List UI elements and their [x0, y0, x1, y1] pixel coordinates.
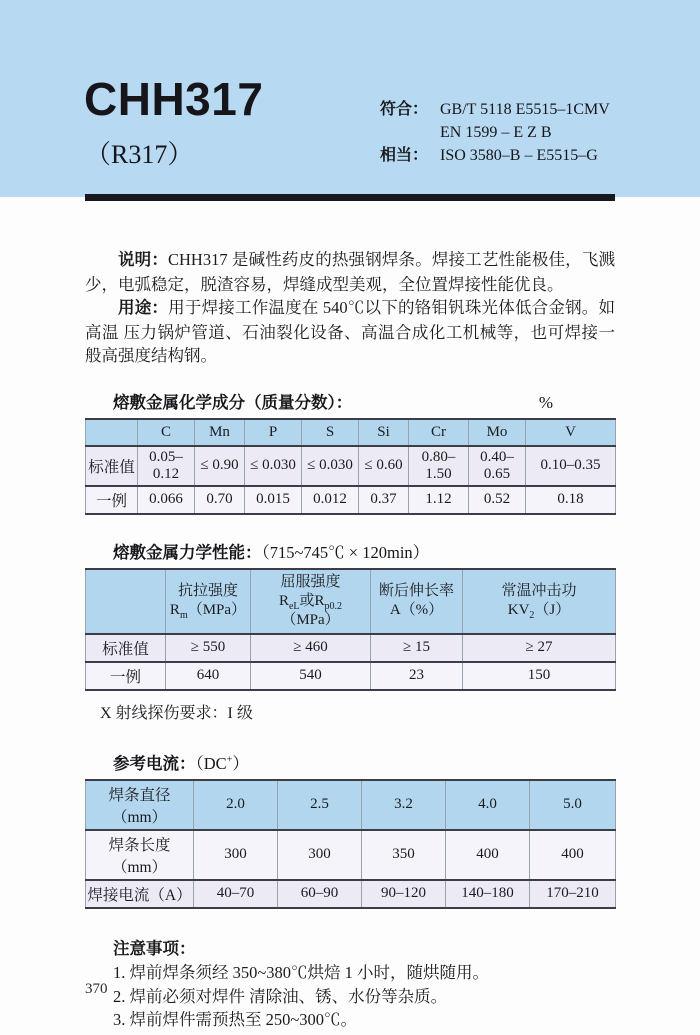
- table-cell: 0.18: [526, 486, 616, 514]
- compliance-label: 符合：: [380, 101, 429, 118]
- note-item: 2. 焊前必须对焊件 清除油、锈、水份等杂质。: [113, 986, 448, 1006]
- product-alias: （R317）: [85, 140, 194, 169]
- composition-table: [85, 418, 616, 515]
- usage-label: 用途：: [118, 299, 169, 317]
- composition-header-mn: Mn: [195, 419, 245, 446]
- table-cell: 0.80–1.50: [409, 446, 469, 486]
- table-cell: 640: [166, 662, 251, 690]
- symbol-pre: KV: [507, 602, 530, 618]
- row-label: 标准值: [86, 634, 166, 662]
- mechanical-condition: （715~745℃ × 120min）: [261, 542, 430, 562]
- table-cell: ≥ 460: [251, 634, 371, 662]
- standards-block: [380, 98, 610, 167]
- note-item: 1. 焊前焊条须经 350~380℃烘焙 1 小时，随烘随用。: [113, 963, 490, 982]
- table-cell: ≤ 0.030: [245, 446, 302, 486]
- equivalent-value: ISO 3580–B – E5515–G: [440, 147, 598, 164]
- column-name: 抗拉强度: [177, 583, 238, 599]
- row-label: 标准值: [86, 446, 138, 486]
- mechanical-header-yield: [251, 569, 371, 634]
- symbol-sub: eL: [288, 600, 300, 612]
- compliance-value-2: EN 1599 – E Z B: [440, 124, 552, 141]
- condition-pre: （DC: [195, 753, 227, 773]
- table-cell: 350: [362, 830, 446, 880]
- note-item: 3. 焊前焊件需预热至 250~300℃。: [113, 1010, 358, 1029]
- table-cell: 60–90: [278, 880, 362, 908]
- symbol-sub: m: [179, 610, 188, 621]
- composition-section-title: [85, 389, 615, 413]
- composition-example-row: [86, 486, 616, 514]
- description-paragraph: [85, 248, 615, 296]
- compliance-value-1: GB/T 5118 E5515–1CMV: [440, 101, 610, 118]
- table-cell: 0.37: [359, 486, 409, 514]
- composition-header-s: S: [302, 419, 359, 446]
- current-condition: [196, 754, 249, 773]
- product-model: CHH317: [84, 73, 264, 125]
- symbol-post: （MPa）: [187, 602, 247, 618]
- composition-header-c: C: [138, 419, 195, 446]
- table-cell: 0.05–0.12: [138, 446, 195, 486]
- table-cell: 0.012: [302, 486, 359, 514]
- table-cell: 0.52: [469, 486, 526, 514]
- table-cell: ≥ 27: [463, 634, 616, 662]
- table-cell: 0.066: [138, 486, 195, 514]
- mechanical-header-row: [86, 569, 616, 634]
- composition-title-text: 熔敷金属化学成分（质量分数）：: [113, 393, 353, 412]
- condition-post: ）: [232, 753, 249, 773]
- symbol-mid: 或R: [299, 592, 325, 609]
- table-cell: 0.70: [195, 486, 245, 514]
- composition-header-mo: Mo: [469, 419, 526, 446]
- usage-text: 用于焊接工作温度在 540℃以下的铬钼钒珠光体低合金钢。如高温 压力锅炉管道、石油裂化设备、高温合成化工机械等，也可焊接一般高强度结构钢。: [85, 298, 616, 365]
- symbol-sub: 2: [529, 610, 535, 621]
- table-cell: 1.12: [409, 486, 469, 514]
- current-section-title: [85, 750, 615, 774]
- header-divider-bar: [85, 194, 615, 201]
- table-cell: 3.2: [362, 780, 446, 830]
- table-cell: ≥ 15: [371, 634, 463, 662]
- table-cell: 540: [251, 662, 371, 690]
- usage-paragraph: [85, 296, 615, 368]
- table-cell: 140–180: [446, 880, 530, 908]
- table-cell: 0.10–0.35: [526, 446, 616, 486]
- column-name: 屈服强度: [280, 573, 341, 590]
- current-amperage-row: [86, 880, 616, 908]
- column-name: 断后伸长率: [378, 583, 454, 599]
- mechanical-section-title: [85, 539, 615, 563]
- notes-section: [85, 938, 615, 1032]
- equivalent-label: 相当：: [380, 147, 429, 164]
- table-cell: 4.0: [446, 780, 530, 830]
- mechanical-title-text: 熔敷金属力学性能：: [113, 543, 262, 562]
- row-label: 焊条直径（mm）: [86, 780, 194, 830]
- condition-sup: +: [226, 754, 233, 765]
- table-cell: ≤ 0.90: [195, 446, 245, 486]
- composition-header-si: Si: [359, 419, 409, 446]
- mechanical-header-elongation: [371, 569, 463, 634]
- row-label: 焊条长度（mm）: [86, 830, 194, 880]
- composition-header-row: [86, 419, 616, 446]
- current-diameter-row: [86, 780, 616, 830]
- table-cell: 170–210: [530, 880, 616, 908]
- mechanical-example-row: [86, 662, 616, 690]
- symbol-sub2: p0.2: [324, 600, 343, 612]
- table-cell: 2.5: [278, 780, 362, 830]
- table-cell: ≤ 0.030: [302, 446, 359, 486]
- table-cell: 40–70: [194, 880, 278, 908]
- compliance-indent: [380, 121, 438, 144]
- mechanical-header-impact: [463, 569, 616, 634]
- column-name: 常温冲击功: [501, 583, 577, 599]
- table-cell: 150: [463, 662, 616, 690]
- row-label: 焊接电流（A）: [86, 880, 194, 908]
- current-length-row: [86, 830, 616, 880]
- table-cell: 23: [371, 662, 463, 690]
- current-title-text: 参考电流：: [113, 754, 196, 773]
- composition-header-blank: [86, 419, 138, 446]
- table-cell: 400: [446, 830, 530, 880]
- table-cell: ≥ 550: [166, 634, 251, 662]
- row-label: 一例: [86, 662, 166, 690]
- composition-header-v: V: [526, 419, 616, 446]
- symbol-plain: A（%）: [389, 602, 444, 618]
- current-table: [85, 779, 616, 909]
- notes-title: 注意事项：: [113, 939, 196, 958]
- table-cell: 400: [530, 830, 616, 880]
- row-label: 一例: [86, 486, 138, 514]
- symbol-pre: R: [278, 592, 289, 609]
- mechanical-header-tensile: [166, 569, 251, 634]
- mechanical-table: [85, 568, 616, 691]
- mechanical-standard-row: [86, 634, 616, 662]
- table-cell: 300: [278, 830, 362, 880]
- table-cell: 2.0: [194, 780, 278, 830]
- table-cell: 300: [194, 830, 278, 880]
- composition-unit: %: [538, 392, 553, 412]
- symbol-post: （MPa）: [281, 611, 340, 628]
- page-content: [85, 201, 615, 1032]
- mechanical-header-blank: [86, 569, 166, 634]
- symbol-pre: R: [169, 602, 180, 618]
- table-cell: 5.0: [530, 780, 616, 830]
- table-cell: 0.015: [245, 486, 302, 514]
- xray-requirement: X 射线探伤要求：I 级: [100, 704, 253, 722]
- table-cell: ≤ 0.60: [359, 446, 409, 486]
- composition-header-p: P: [245, 419, 302, 446]
- symbol-post: （J）: [534, 602, 571, 618]
- description-text: CHH317 是碱性药皮的热强钢焊条。焊接工艺性能极佳，飞溅少，电弧稳定，脱渣容易，焊缝成型美观，全位置焊接性能优良。: [85, 250, 615, 294]
- description-label: 说明：: [118, 251, 168, 269]
- table-cell: 0.40–0.65: [469, 446, 526, 486]
- page-number: 370: [85, 981, 108, 997]
- composition-header-cr: Cr: [409, 419, 469, 446]
- composition-standard-row: [86, 446, 616, 486]
- table-cell: 90–120: [362, 880, 446, 908]
